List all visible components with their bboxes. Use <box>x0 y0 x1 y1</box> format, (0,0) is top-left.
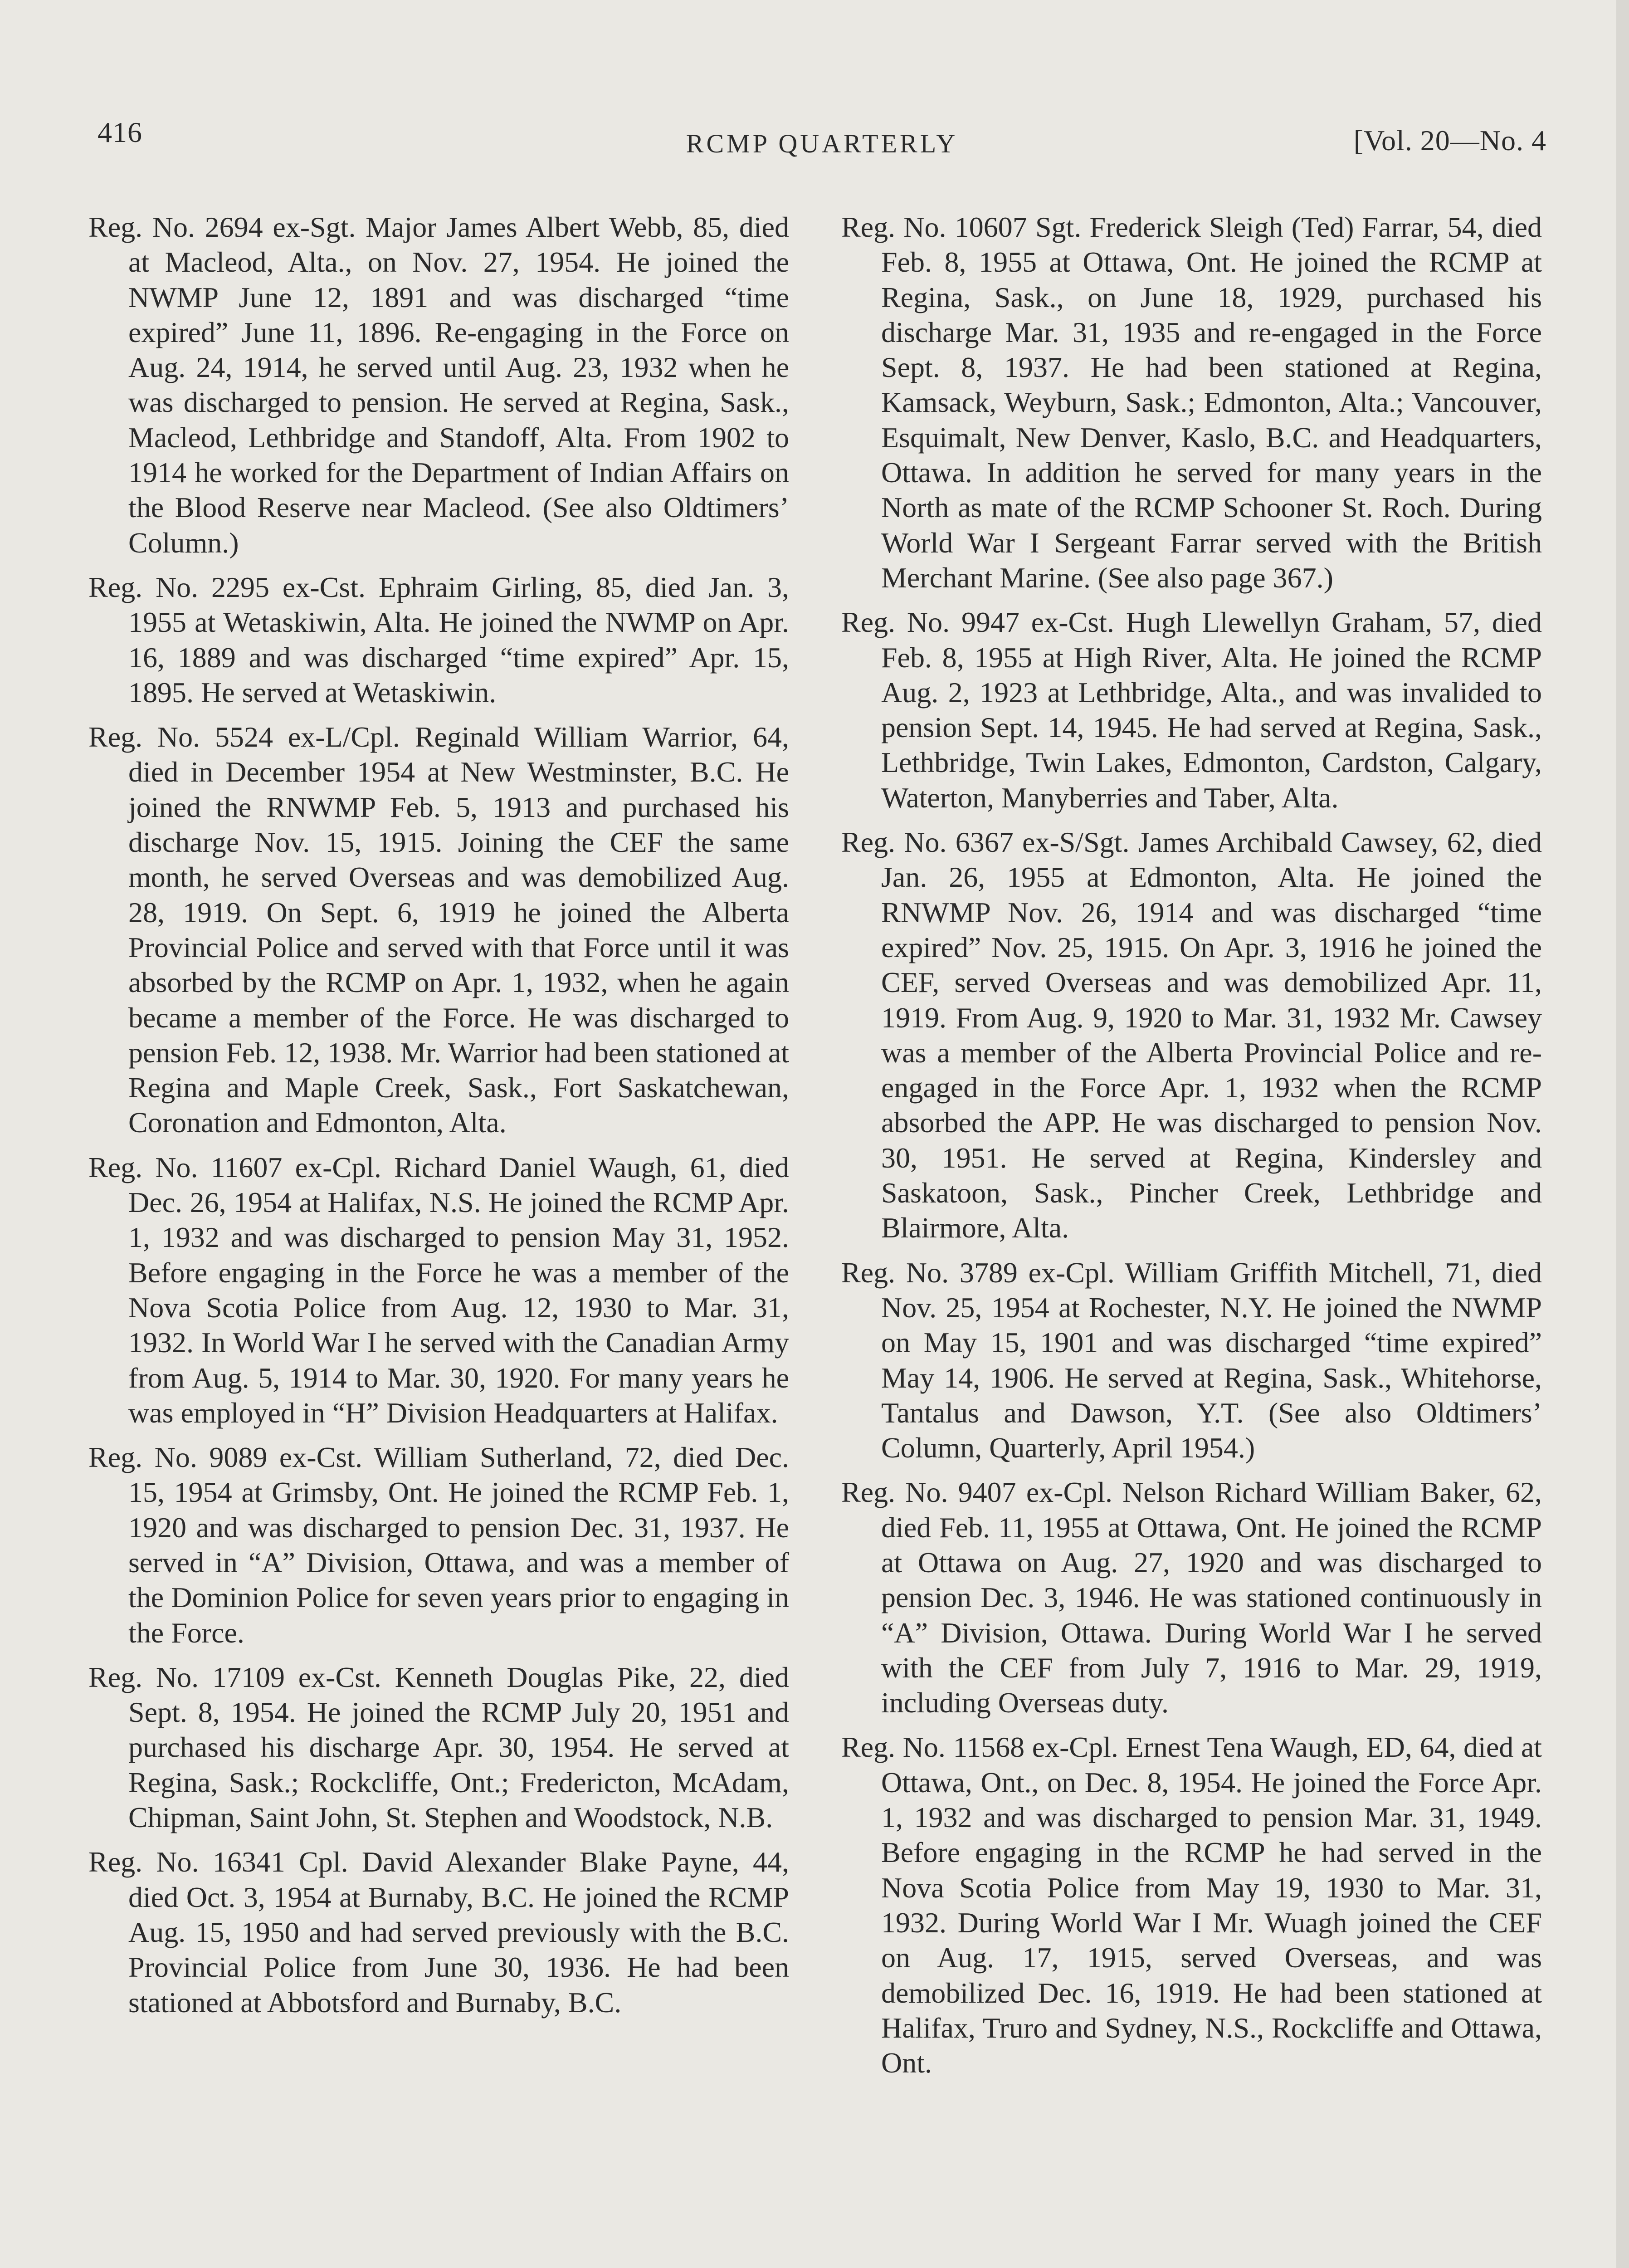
right-column <box>841 210 1542 2090</box>
obituary-entry: Reg. No. 3789 ex-Cpl. William Griffith Mitchell, 71, died Nov. 25, 1954 at Rochester, N.Y. He joined the NWMP on May 15, 1901 and was discharged “time expired” May 14, 1906. He served at Regina, Sask., Whitehorse, Tantalus and Dawson, Y.T. (See also Oldtimers’ Column, Quarterly, April 1954.) <box>841 1256 1542 1464</box>
page-header <box>98 116 1546 166</box>
obituary-entry: Reg. No. 9407 ex-Cpl. Nelson Richard William Baker, 62, died Feb. 11, 1955 at Ottawa, Ont. He joined the RCMP at Ottawa on Aug. 27, 1920 and was discharged to pension Dec. 3, 1946. He was stationed continuously in “A” Division, Ottawa. During World War I he served with the CEF from July 7, 1916 to Mar. 29, 1919, including Overseas duty. <box>841 1476 1542 1719</box>
obituary-entry: Reg. No. 2295 ex-Cst. Ephraim Girling, 85, died Jan. 3, 1955 at Wetaskiwin, Alta. He joined the NWMP on Apr. 16, 1889 and was discharged “time expired” Apr. 15, 1895. He served at Wetaskiwin. <box>88 571 789 709</box>
page-edge <box>1616 0 1629 2268</box>
obituary-entry: Reg. No. 5524 ex-L/Cpl. Reginald William Warrior, 64, died in December 1954 at New Westminster, B.C. He joined the RNWMP Feb. 5, 1913 and purchased his discharge Nov. 15, 1915. Joining the CEF the same month, he served Overseas and was demobilized Aug. 28, 1919. On Sept. 6, 1919 he joined the Alberta Provincial Police and served with that Force until it was absorbed by the RCMP on Apr. 1, 1932, when he again became a member of the Force. He was discharged to pension Feb. 12, 1938. Mr. Warrior had been stationed at Regina and Maple Creek, Sask., Fort Saskatchewan, Coronation and Edmonton, Alta. <box>88 721 789 1139</box>
obituary-entry: Reg. No. 9089 ex-Cst. William Sutherland, 72, died Dec. 15, 1954 at Grimsby, Ont. He joined the RCMP Feb. 1, 1920 and was discharged to pension Dec. 31, 1937. He served in “A” Division, Ottawa, and was a member of the Dominion Police for seven years prior to engaging in the Force. <box>88 1441 789 1649</box>
page-number: 416 <box>98 116 142 148</box>
obituary-entry: Reg. No. 17109 ex-Cst. Kenneth Douglas Pike, 22, died Sept. 8, 1954. He joined the RCMP July 20, 1951 and purchased his discharge Apr. 30, 1954. He served at Regina, Sask.; Rockcliffe, Ont.; Fredericton, McAdam, Chipman, Saint John, St. Stephen and Woodstock, N.B. <box>88 1661 789 1834</box>
obituary-entry: Reg. No. 2694 ex-Sgt. Major James Albert Webb, 85, died at Macleod, Alta., on Nov. 27, 1954. He joined the NWMP June 12, 1891 and was discharged “time expired” June 11, 1896. Re-engaging in the Force on Aug. 24, 1914, he served until Aug. 23, 1932 when he was discharged to pension. He served at Regina, Sask., Macleod, Lethbridge and Standoff, Alta. From 1902 to 1914 he worked for the Department of Indian Affairs on the Blood Reserve near Macleod. (See also Oldtimers’ Column.) <box>88 211 789 559</box>
obituary-entry: Reg. No. 11568 ex-Cpl. Ernest Tena Waugh, ED, 64, died at Ottawa, Ont., on Dec. 8, 1954. He joined the Force Apr. 1, 1932 and was discharged to pension Mar. 31, 1949. Before engaging in the RCMP he had served in the Nova Scotia Police from May 19, 1930 to Mar. 31, 1932. During World War I Mr. Wuagh joined the CEF on Aug. 17, 1915, served Overseas, and was demobilized Dec. 16, 1919. He had been stationed at Halifax, Truro and Sydney, N.S., Rockcliffe and Ottawa, Ont. <box>841 1731 1542 2079</box>
obituary-entry: Reg. No. 9947 ex-Cst. Hugh Llewellyn Graham, 57, died Feb. 8, 1955 at High River, Alta. He joined the RCMP Aug. 2, 1923 at Lethbridge, Alta., and was invalided to pension Sept. 14, 1945. He had served at Regina, Sask., Lethbridge, Twin Lakes, Edmonton, Cardston, Calgary, Waterton, Manyberries and Taber, Alta. <box>841 606 1542 814</box>
obituary-entry: Reg. No. 10607 Sgt. Frederick Sleigh (Ted) Farrar, 54, died Feb. 8, 1955 at Ottawa, Ont. He joined the RCMP at Regina, Sask., on June 18, 1929, purchased his discharge Mar. 31, 1935 and re-engaged in the Force Sept. 8, 1937. He had been stationed at Regina, Kamsack, Weyburn, Sask.; Edmonton, Alta.; Vancouver, Esquimalt, New Denver, Kaslo, B.C. and Headquarters, Ottawa. In addition he served for many years in the North as mate of the RCMP Schooner St. Roch. During World War I Sergeant Farrar served with the British Merchant Marine. (See also page 367.) <box>841 211 1542 594</box>
volume-issue: [Vol. 20—No. 4 <box>1353 124 1546 156</box>
obituary-entry: Reg. No. 16341 Cpl. David Alexander Blake Payne, 44, died Oct. 3, 1954 at Burnaby, B.C. He joined the RCMP Aug. 15, 1950 and had served previously with the B.C. Provincial Police from June 30, 1936. He had been stationed at Abbotsford and Burnaby, B.C. <box>88 1846 789 2019</box>
left-column <box>88 210 789 2029</box>
obituary-entry: Reg. No. 6367 ex-S/Sgt. James Archibald Cawsey, 62, died Jan. 26, 1955 at Edmonton, Alta. He joined the RNWMP Nov. 26, 1914 and was discharged “time expired” Nov. 25, 1915. On Apr. 3, 1916 he joined the CEF, served Overseas and was demobilized Apr. 11, 1919. From Aug. 9, 1920 to Mar. 31, 1932 Mr. Cawsey was a member of the Alberta Provincial Police and re-engaged in the Force Apr. 1, 1932 when the RCMP absorbed the APP. He was discharged to pension Nov. 30, 1951. He served at Regina, Kindersley and Saskatoon, Sask., Pincher Creek, Lethbridge and Blairmore, Alta. <box>841 826 1542 1244</box>
running-title: RCMP QUARTERLY <box>686 129 958 158</box>
obituary-entry: Reg. No. 11607 ex-Cpl. Richard Daniel Waugh, 61, died Dec. 26, 1954 at Halifax, N.S. He joined the RCMP Apr. 1, 1932 and was discharged to pension May 31, 1952. Before engaging in the Force he was a member of the Nova Scotia Police from Aug. 12, 1930 to Mar. 31, 1932. In World War I he served with the Canadian Army from Aug. 5, 1914 to Mar. 30, 1920. For many years he was employed in “H” Division Headquarters at Halifax. <box>88 1151 789 1429</box>
